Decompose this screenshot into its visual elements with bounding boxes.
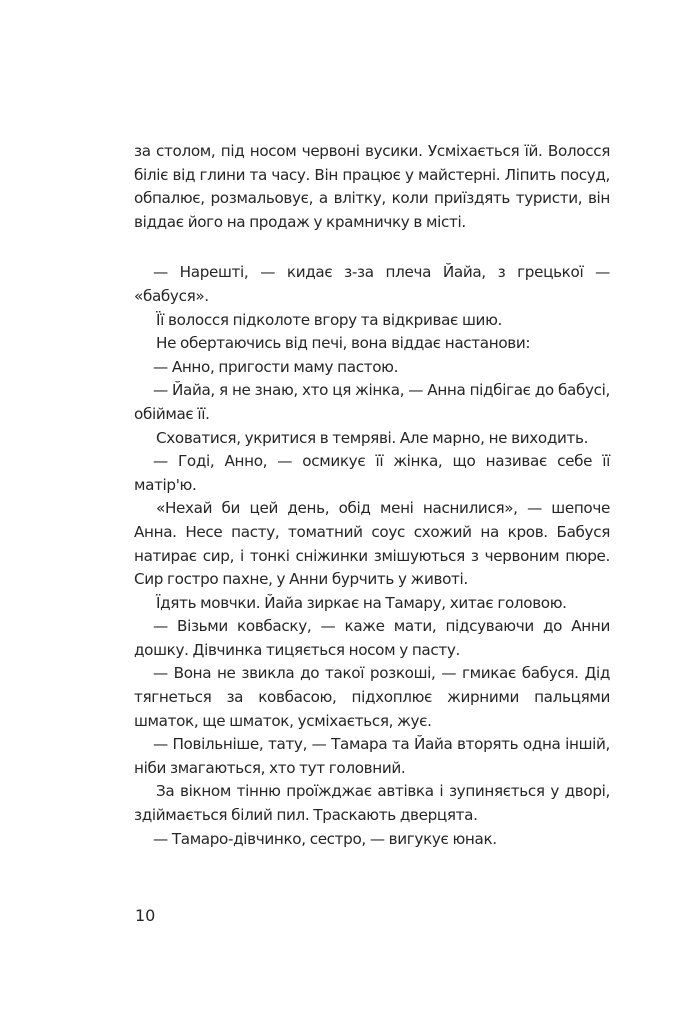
paragraph: — Тамаро-дівчинко, сестро, — вигукує юнак.: [153, 829, 497, 848]
paragraph: Їдять мовчки. Йайа зиркає на Тамару, хитає головою.: [156, 593, 567, 612]
paragraph: Не обертаючись від печі, вона віддає настанови:: [156, 334, 531, 353]
paragraph: — Нарешті, — кидає з-за плеча Йайа, з грецької — «бабуся».: [134, 263, 610, 305]
paragraph: — Годі, Анно, — осмикує її жінка, що називає себе її матір'ю.: [134, 452, 610, 494]
paragraph: «Нехай би цей день, обід мені наснилися», — шепоче Анна. Несе пасту, томатний соус схожий на кров. Бабуся натирає сир, і тонкі сніжинки змішуються з червоним пюре. Сир гостро пахне, у Анни бурчить у животі.: [134, 499, 610, 589]
page-number: 10: [135, 906, 156, 925]
page-body: [134, 140, 610, 851]
paragraph: — Анно, пригости маму пастою.: [153, 357, 399, 376]
paragraph: — Повільніше, тату, — Тамара та Йайа вторять одна іншій, ніби змагаються, хто тут головний.: [134, 735, 610, 777]
paragraph: — Вона не звикла до такої розкоші, — гмикає бабуся. Дід тягнеться за ковбасою, підхоплює жирними пальцями шматок, ще шматок, усміхається, жує.: [134, 664, 610, 730]
paragraph: за столом, під носом червоні вусики. Усміхається їй. Волосся біліє від глини та часу. Він працює у майстерні. Ліпить посуд, обпалює, розмальовує, а влітку, коли приїздять туристи, він віддає його на продаж у крамничку в місті.: [134, 142, 610, 231]
paragraph: Її волосся підколоте вгору та відкриває шию.: [156, 310, 502, 329]
section-break: [134, 234, 610, 261]
paragraph: Сховатися, укритися в темряві. Але марно, не виходить.: [156, 428, 589, 447]
paragraph: — Йайа, я не знаю, хто ця жінка, — Анна підбігає до бабусі, обіймає її.: [134, 381, 610, 423]
paragraph: — Візьми ковбаску, — каже мати, підсуваючи до Анни дошку. Дівчинка тицяється носом у пасту.: [134, 617, 610, 659]
paragraph: За вікном тінню проїжджає автівка і зупиняється у дворі, здіймається білий пил. Траскають дверцята.: [134, 782, 610, 825]
